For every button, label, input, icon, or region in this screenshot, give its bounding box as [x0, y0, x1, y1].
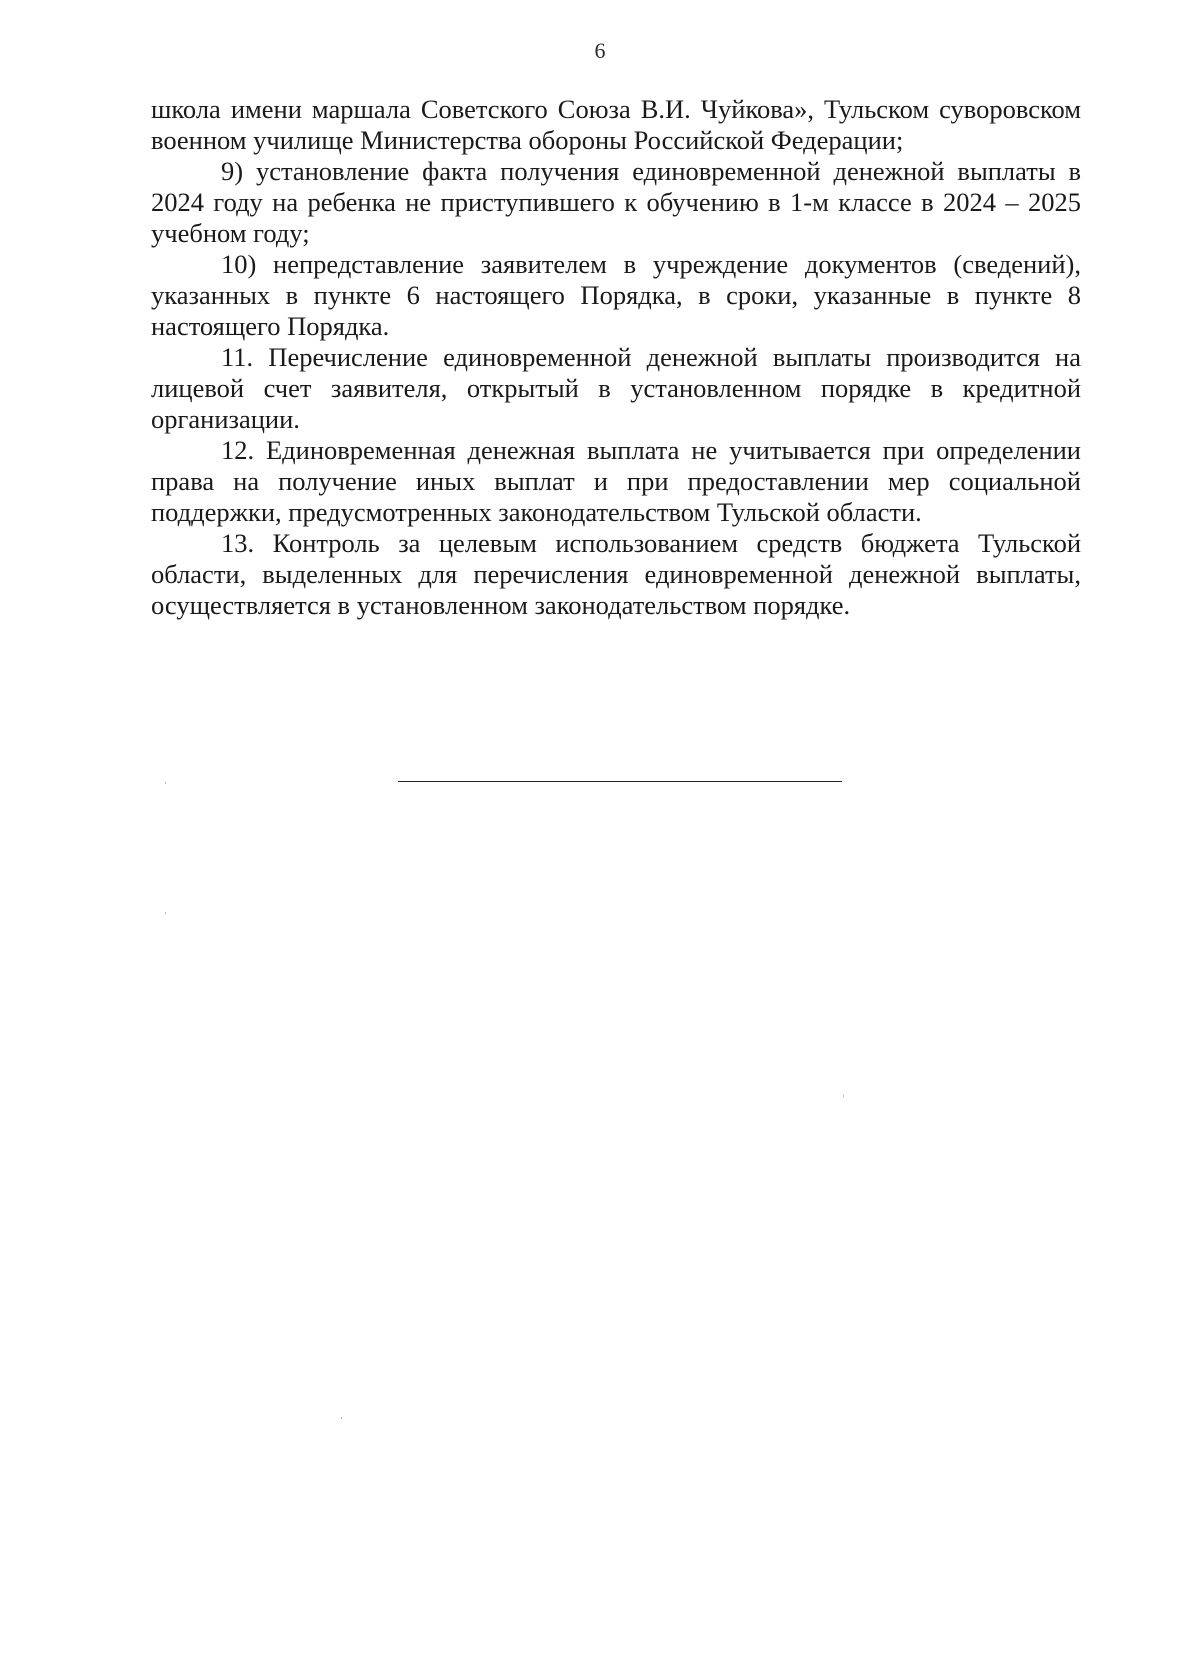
scan-speck — [165, 782, 166, 784]
scan-speck — [341, 1417, 342, 1419]
paragraph-continuation: школа имени маршала Советского Союза В.И. Чуйкова», Тульском суворовском военном училище Министерства обороны Российской Федерации; — [151, 94, 1081, 155]
scan-speck — [843, 1095, 844, 1097]
end-of-document-rule — [398, 781, 842, 782]
paragraph-item-9: 9) установление факта получения единовременной денежной выплаты в 2024 году на ребенка не приступившего к обучению в 1-м классе в 2024 – 2025 учебном году; — [151, 156, 1081, 248]
paragraph-item-10: 10) непредставление заявителем в учреждение документов (сведений), указанных в пункте 6 настоящего Порядка, в сроки, указанные в пункте 8 настоящего Порядка. — [151, 249, 1081, 341]
page-number: 6 — [594, 38, 606, 63]
scan-speck — [165, 912, 166, 914]
document-body — [151, 94, 1081, 621]
paragraph-clause-13: 13. Контроль за целевым использованием средств бюджета Тульской области, выделенных для перечисления единовременной денежной выплаты, осуществляется в установленном законодательством порядке. — [151, 528, 1081, 620]
paragraph-clause-12: 12. Единовременная денежная выплата не учитывается при определении права на получение иных выплат и при предоставлении мер социальной поддержки, предусмотренных законодательством Тульской области. — [151, 435, 1081, 527]
paragraph-clause-11: 11. Перечисление единовременной денежной выплаты производится на лицевой счет заявителя, открытый в установленном порядке в кредитной организации. — [151, 342, 1081, 434]
